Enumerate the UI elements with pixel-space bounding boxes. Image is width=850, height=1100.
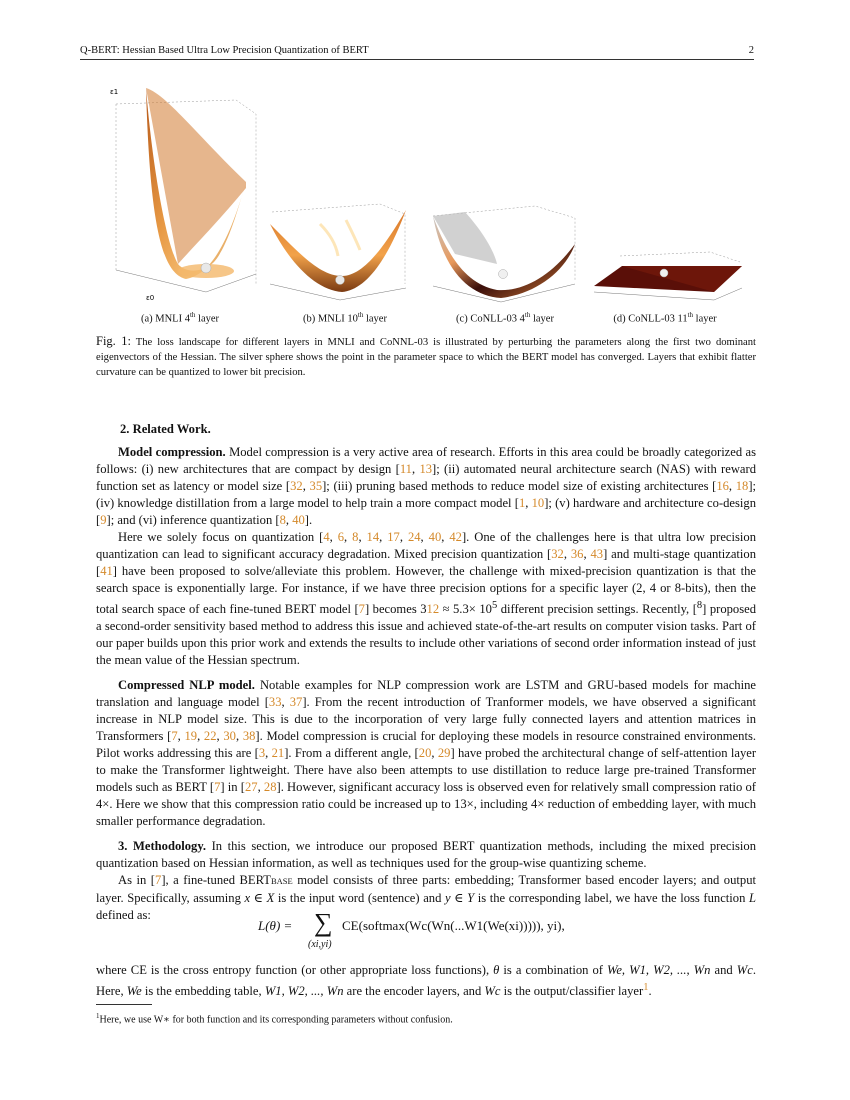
- related-work-body: [96, 444, 756, 924]
- page-number: 2: [748, 45, 754, 56]
- paragraph-model-compression: Model compression. Model compression is a very active area of research. Efforts in this area could be broadly categorized as follows: (i) new architectures that are compact by design [11, 13]; (ii) automated neural architecture search (NAS) with reward function set as latency or model size [32, 35]; (iii) pruning based methods to reduce model size of existing architectures [16, 18]; (iv) knowledge distillation from a large model to help train a more compact model [1, 10]; (v) hardware and architecture co-design [9]; and (vi) inference quantization [8, 40].: [96, 445, 757, 527]
- citation-link[interactable]: 1: [518, 496, 526, 510]
- subcaption-d: (d) CoNLL-03 11th layer: [613, 311, 717, 325]
- paragraph-compressed-nlp: Compressed NLP model. Notable examples for NLP compression work are LSTM and GRU-based models for machine translation and language model [33, 37]. From the recent introduction of Tranformer models, we have observed a significant increase in NLP model size. This is due to the incorporation of very large fully connected layers and attention matrices in Transformers [7, 19, 22, 30, 38]. Model compression is crucial for deploying these models in resource constrained environments. Pilot works addressing this are [3, 21]. From a different angle, [20, 29] have probed the architectural change of self-attention layer to make the Transformer lightweight. There have also been attempts to use distillation to reduce large pre-trained Transformer models such as BERT [7] in [27, 28]. However, significant accuracy loss is observed even for relatively small compression ratio of 4×. Here we show that this compression ratio could be increased up to 13×, including 4× reduction of embedding layer, with much smaller performance degradation.: [96, 678, 757, 829]
- citation-link[interactable]: 38: [242, 729, 256, 744]
- section-heading-methodology: 3. Methodology.: [118, 839, 207, 854]
- footnote-rule: [96, 1004, 152, 1005]
- footnote-mark: 1: [96, 1012, 100, 1020]
- figure-1: [80, 72, 754, 332]
- citation-link[interactable]: 18: [735, 479, 749, 493]
- citation-link[interactable]: 12: [426, 602, 440, 617]
- equation-lhs: L(θ) =: [258, 918, 293, 933]
- citation-link[interactable]: 7: [171, 729, 178, 744]
- citation-link[interactable]: 29: [437, 746, 451, 761]
- loss-equation: [258, 908, 618, 954]
- methodology-body-cont: [96, 962, 756, 1000]
- loss-surface-plot-b: [260, 184, 420, 304]
- citation-link[interactable]: 3: [258, 746, 266, 761]
- subcaption-c: (c) CoNLL-03 4th layer: [456, 311, 554, 325]
- loss-surface-plot-a: [106, 74, 266, 306]
- citation-link[interactable]: 33: [268, 695, 282, 710]
- equation-sum: ∑: [314, 908, 333, 937]
- citation-link[interactable]: 36: [570, 547, 584, 561]
- header-rule: [80, 59, 754, 60]
- citation-link[interactable]: 32: [290, 479, 303, 493]
- citation-link[interactable]: 30: [223, 729, 236, 744]
- loss-surface-plot-d: [590, 248, 750, 304]
- citation-link[interactable]: 20: [418, 746, 432, 761]
- citation-link[interactable]: 40: [428, 530, 442, 544]
- paragraph-bert-structure: As in [7], a fine-tuned BERTBASE model consists of three parts: embedding; Transformer based encoder layers; and output layer. Specifically, assuming x ∈ X is the input word (sentence) and y ∈ Y is the corresponding label, we have the loss function L defined as:: [96, 873, 756, 923]
- citation-link[interactable]: 7: [214, 780, 221, 795]
- citation-link[interactable]: 32: [551, 547, 564, 561]
- figure-caption-label: Fig. 1:: [96, 334, 131, 348]
- citation-link[interactable]: 22: [203, 729, 217, 744]
- footnote-text: Here, we use W∗ for both function and its corresponding parameters without confusion.: [99, 1014, 453, 1026]
- citation-link[interactable]: 6: [337, 530, 345, 544]
- subcaption-a: (a) MNLI 4th layer: [140, 311, 220, 325]
- subcaption-b: (b) MNLI 10th layer: [303, 311, 387, 325]
- paragraph-methodology: 3. Methodology. In this section, we introduce our proposed BERT quantization methods, including the mixed precision quantization based on Hessian information, as well as techniques used for the group-wise quantizing scheme.: [96, 839, 756, 871]
- citation-link[interactable]: 37: [289, 695, 303, 710]
- citation-link[interactable]: 8: [352, 530, 359, 544]
- citation-link[interactable]: 16: [716, 479, 729, 493]
- citation-link[interactable]: 17: [387, 530, 400, 544]
- paragraph-loss-definition: where CE is the cross entropy function (or other appropriate loss functions), θ is a combination of We, W1, W2, ..., Wn and Wc. Here, We is the embedding table, W1, W2, ..., Wn are the encoder layers, and Wc is the output/classifier layer$^1$.: [96, 963, 756, 999]
- citation-link[interactable]: 10: [531, 496, 545, 510]
- citation-link[interactable]: 35: [309, 479, 323, 493]
- citation-link[interactable]: 21: [271, 746, 285, 761]
- citation-link[interactable]: 27: [244, 780, 258, 795]
- figure-caption: [96, 334, 756, 380]
- citation-link[interactable]: 43: [590, 547, 604, 561]
- citation-link[interactable]: 41: [100, 564, 113, 578]
- axis-label-e1-a: ε1: [110, 88, 119, 96]
- axis-label-e0-a: ε0: [146, 294, 155, 302]
- footnote-link[interactable]: 1: [643, 982, 649, 993]
- citation-link[interactable]: 40: [292, 513, 305, 527]
- citation-link[interactable]: 8: [279, 513, 286, 527]
- paragraph-quantization: Here we solely focus on quantization [4, 6, 8, 14, 17, 24, 40, 42]. One of the challenges here is that ultra low precision quantization can lead to significant accuracy degradation. Mixed precision quantization [32, 36, 43] and multi-stage quantization [41] have been proposed to solve/alleviate this problem. However, the challenge with mixed-precision quantization is that the search space is exponentially large. For instance, if we have three precision options for a specific layer (2, 4 or 8-bits), then the total search space of each fine-tuned BERT model [7] becomes $312 \approx 5.3\times 10^5$ different precision settings. Recently, [$^8$] proposed a second-order sensitivity based method to address this issue and achieved state-of-the-art results on computer vision tasks. Part of our paper builds upon this prior work and extends the results to include other variations of second order information instead of just the mean value of the Hessian spectrum.: [96, 530, 757, 668]
- citation-link[interactable]: 42: [449, 530, 462, 544]
- citation-link[interactable]: 11: [399, 462, 412, 476]
- citation-link[interactable]: 7: [358, 602, 365, 617]
- citation-link[interactable]: 9: [100, 513, 107, 527]
- figure-caption-text: The loss landscape for different layers in MNLI and CoNNL-03 is illustrated by perturbing the parameters along the first two dominant eigenvectors of the Hessian. The silver sphere shows the point in the parameter space to which the BERT model has converged. Layers that exhibit flatter curvature can be quantized to lower bit precision.: [96, 337, 756, 378]
- citation-link[interactable]: 24: [407, 530, 421, 544]
- running-title: Q-BERT: Hessian Based Ultra Low Precision Quantization of BERT: [80, 45, 369, 56]
- footnote: [96, 1012, 756, 1025]
- citation-link[interactable]: 19: [184, 729, 198, 744]
- citation-link[interactable]: 28: [263, 780, 277, 795]
- citation-link[interactable]: 13: [419, 462, 433, 476]
- equation-rhs: CE(softmax(Wc(Wn(...W1(We(xi))))), yi),: [342, 918, 565, 933]
- equation-sum-index: (xi,yi): [308, 939, 332, 950]
- citation-link[interactable]: 14: [366, 530, 380, 544]
- loss-surface-plot-c: [425, 194, 585, 306]
- section-heading-related-work: 2. Related Work.: [120, 422, 211, 436]
- citation-link[interactable]: 7: [155, 873, 162, 888]
- citation-link[interactable]: 4: [323, 530, 330, 544]
